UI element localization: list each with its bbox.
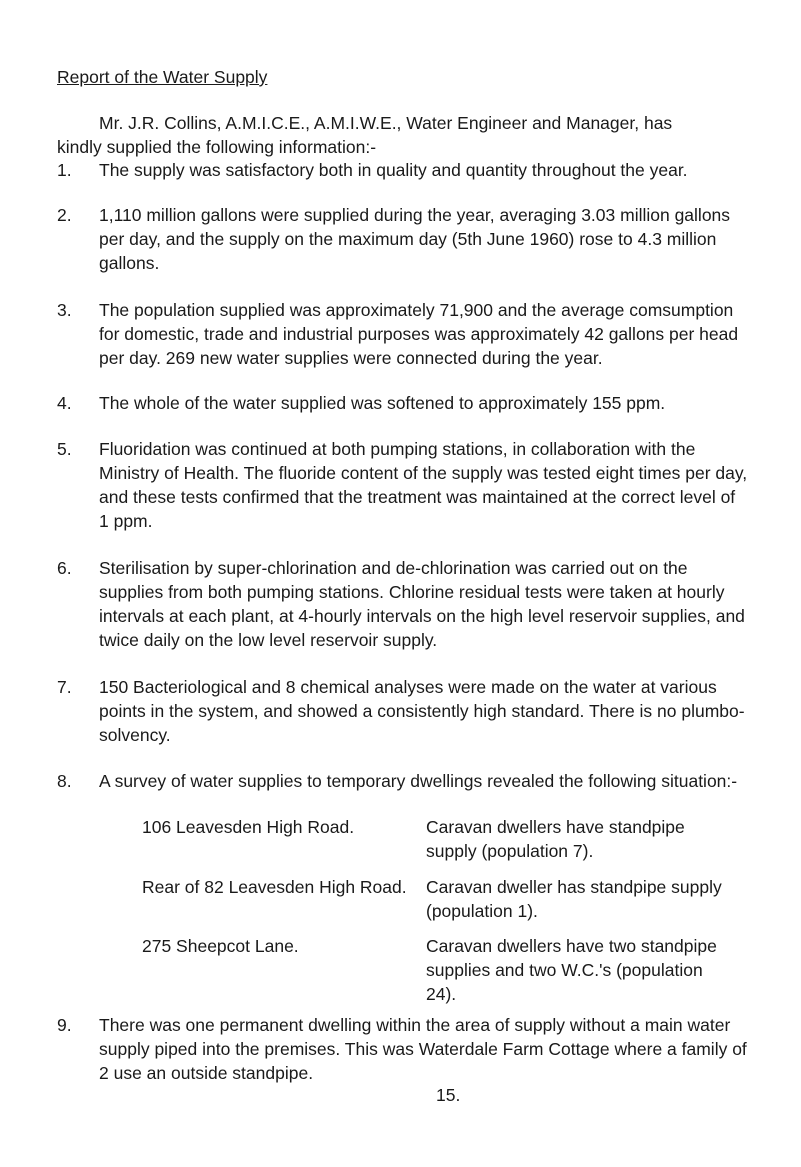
survey-location: Rear of 82 Leavesden High Road. — [142, 877, 407, 897]
item-number: 8. — [57, 771, 72, 791]
item-text: A survey of water supplies to temporary dwellings revealed the following situation:- — [99, 771, 738, 791]
item-text: Fluoridation was continued at both pumping stations, in collaboration with the Ministry of Health. The fluoride content of the supply was tested eight times per day, and these tests confirmed that the treatment was maintained at the correct level of 1 ppm. — [99, 439, 748, 531]
survey-description: Caravan dweller has standpipe supply (population 1). — [426, 877, 722, 921]
item-text: The whole of the water supplied was softened to approximately 155 ppm. — [99, 393, 666, 413]
item-number: 4. — [57, 393, 72, 413]
intro-line-2: kindly supplied the following information:- — [57, 137, 377, 157]
list-item-8 — [57, 769, 777, 793]
item-number: 2. — [57, 205, 72, 225]
item-text: Sterilisation by super-chlorination and de-chlorination was carried out on the supplies from both pumping stations. Chlorine residual tests were taken at hourly intervals at each plant, at 4-hourly intervals on the high level reservoir supplies, and twice daily on the low level reservoir supply. — [99, 558, 745, 650]
item-text: 1,110 million gallons were supplied during the year, averaging 3.03 million gallons per day, and the supply on the maximum day (5th June 1960) rose to 4.3 million gallons. — [99, 205, 731, 273]
item-number: 1. — [57, 160, 72, 180]
item-number: 3. — [57, 300, 72, 320]
survey-location: 275 Sheepcot Lane. — [142, 936, 299, 956]
list-item-9 — [57, 1013, 777, 1085]
item-number: 7. — [57, 677, 72, 697]
intro-line-1: Mr. J.R. Collins, A.M.I.C.E., A.M.I.W.E., Water Engineer and Manager, has — [99, 113, 673, 133]
survey-description: Caravan dwellers have standpipe supply (population 7). — [426, 817, 685, 861]
list-item-6 — [57, 556, 777, 652]
item-text: The population supplied was approximately 71,900 and the average comsumption for domestic, trade and industrial purposes was approximately 42 gallons per head per day. 269 new water supplies were connected during the year. — [99, 300, 739, 368]
list-item-7 — [57, 675, 777, 747]
list-item-3 — [57, 298, 777, 370]
page-number: 15. — [436, 1085, 461, 1105]
survey-description: Caravan dwellers have two standpipe supplies and two W.C.'s (population 24). — [426, 936, 717, 1004]
item-number: 6. — [57, 558, 72, 578]
item-number: 9. — [57, 1015, 72, 1035]
list-item-5 — [57, 437, 777, 533]
report-title: Report of the Water Supply — [57, 67, 268, 87]
item-text: The supply was satisfactory both in quality and quantity throughout the year. — [99, 160, 688, 180]
item-text: 150 Bacteriological and 8 chemical analyses were made on the water at various points in the system, and showed a consistently high standard. There is no plumbo-solvency. — [99, 677, 745, 745]
list-item-1 — [57, 158, 777, 182]
survey-location: 106 Leavesden High Road. — [142, 817, 355, 837]
intro-paragraph — [57, 111, 757, 159]
list-item-2 — [57, 203, 777, 275]
list-item-4 — [57, 391, 777, 415]
item-text: There was one permanent dwelling within the area of supply without a main water supply piped into the premises. This was Waterdale Farm Cottage where a family of 2 use an outside standpipe. — [99, 1015, 747, 1083]
item-number: 5. — [57, 439, 72, 459]
